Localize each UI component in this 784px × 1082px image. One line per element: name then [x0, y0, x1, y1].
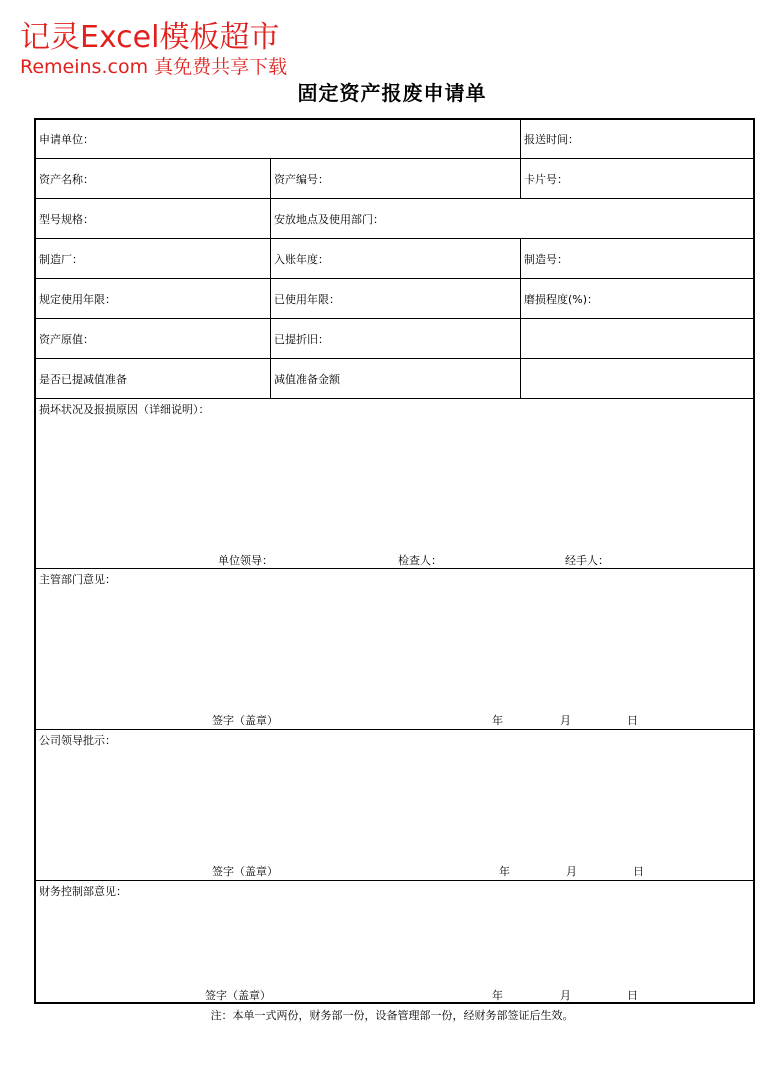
grid-line — [270, 198, 271, 238]
date-year: 年 — [499, 865, 510, 878]
grid-line — [270, 238, 271, 398]
grid-line — [36, 358, 753, 359]
section-label-finance-opinion: 财务控制部意见： — [39, 885, 127, 898]
sign-stamp: 签字（盖章） — [212, 865, 278, 878]
grid-line — [36, 729, 753, 730]
sign-handler: 经手人： — [565, 554, 609, 567]
sign-unit-leader: 单位领导： — [218, 554, 273, 567]
form-title: 固定资产报废申请单 — [297, 81, 487, 105]
grid-line — [36, 318, 753, 319]
field-label-model: 型号规格： — [39, 213, 94, 226]
grid-line — [36, 238, 753, 239]
section-label-dept-opinion: 主管部门意见： — [39, 573, 116, 586]
grid-line — [36, 398, 753, 399]
field-label-maker: 制造厂： — [39, 253, 83, 266]
field-label-card-no: 卡片号： — [524, 173, 568, 186]
field-label-entry-year: 入账年度： — [274, 253, 329, 266]
field-label-impairment-amount: 减值准备金额 — [274, 373, 340, 386]
field-label-depreciation: 已提折旧： — [274, 333, 329, 346]
date-month: 月 — [560, 989, 571, 1002]
field-label-location: 安放地点及使用部门： — [274, 213, 384, 226]
field-label-years-used: 已使用年限： — [274, 293, 340, 306]
grid-line — [520, 238, 521, 398]
field-label-applicant-unit: 申请单位： — [39, 133, 94, 146]
field-label-asset-name: 资产名称： — [39, 173, 94, 186]
grid-line — [520, 158, 521, 198]
field-label-asset-code: 资产编号： — [274, 173, 329, 186]
grid-line — [270, 158, 271, 198]
field-label-service-life: 规定使用年限： — [39, 293, 116, 306]
form-footnote: 注：本单一式两份，财务部一份，设备管理部一份，经财务部签证后生效。 — [210, 1009, 574, 1022]
field-label-original-value: 资产原值： — [39, 333, 94, 346]
sign-inspector: 检查人： — [398, 554, 442, 567]
watermark-brand: 记灵Excel模板超市 — [20, 20, 280, 55]
sign-stamp: 签字（盖章） — [205, 989, 271, 1002]
date-month: 月 — [566, 865, 577, 878]
date-day: 日 — [627, 989, 638, 1002]
grid-line — [36, 880, 753, 881]
grid-line — [36, 568, 753, 569]
date-day: 日 — [627, 714, 638, 727]
field-label-impairment: 是否已提减值准备 — [39, 373, 127, 386]
section-label-damage: 损坏状况及报损原因（详细说明）： — [39, 403, 210, 416]
sign-stamp: 签字（盖章） — [212, 714, 278, 727]
field-label-wear-degree: 磨损程度(%)： — [524, 293, 599, 306]
grid-line — [36, 198, 753, 199]
date-year: 年 — [492, 714, 503, 727]
grid-line — [36, 278, 753, 279]
field-label-serial: 制造号： — [524, 253, 568, 266]
date-day: 日 — [633, 865, 644, 878]
section-label-company-approval: 公司领导批示： — [39, 734, 116, 747]
date-month: 月 — [560, 714, 571, 727]
scrap-application-form — [34, 118, 755, 1004]
grid-line — [520, 120, 521, 158]
field-label-report-time: 报送时间： — [524, 133, 579, 146]
date-year: 年 — [492, 989, 503, 1002]
grid-line — [36, 158, 753, 159]
watermark-site: Remeins.com 真免费共享下载 — [20, 56, 288, 78]
